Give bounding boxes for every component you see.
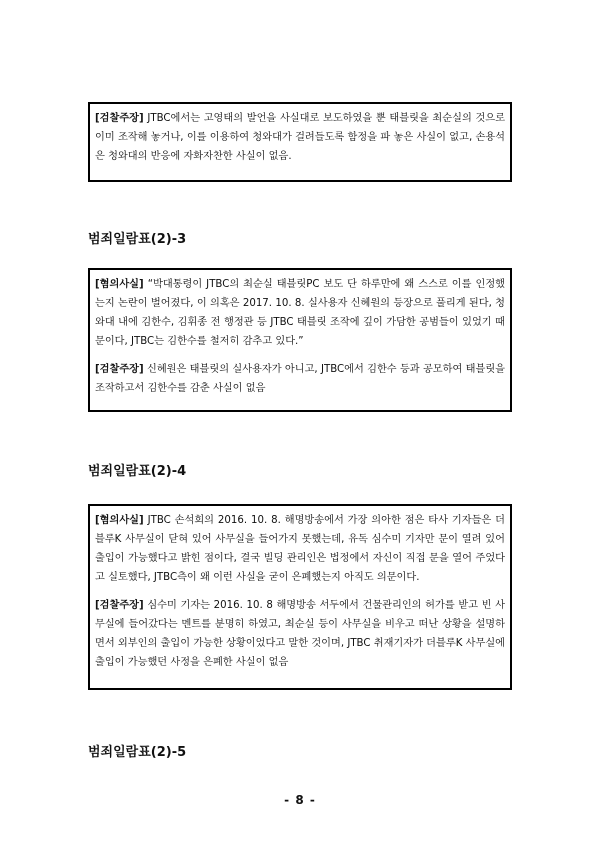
section-heading-2-4: 범죄일람표(2)-4 xyxy=(88,464,187,479)
claim-tag: [검찰주장] xyxy=(95,364,144,375)
claim-text: JTBC에서는 고영태의 발언을 사실대로 보도하였을 뿐 태블릿을 최순실의 것으로 이미 조작해 놓거나, 이를 이용하여 청와대가 걸려들도록 함정을 파 놓은 사실이 없고, 손용석은 청와대의 반응에 자화자찬한 사실이 없음. xyxy=(95,113,505,162)
alleged-fact xyxy=(95,511,505,587)
claim-box-1 xyxy=(88,102,512,182)
prosecution-claim xyxy=(95,596,505,672)
alleged-fact xyxy=(95,275,505,351)
page-number: - 8 - xyxy=(284,793,316,807)
claim-tag: [검찰주장] xyxy=(95,113,144,124)
fact-tag: [혐의사실] xyxy=(95,515,144,526)
fact-tag: [혐의사실] xyxy=(95,279,144,290)
prosecution-claim xyxy=(95,109,505,166)
claim-box-2 xyxy=(88,268,512,412)
claim-tag: [검찰주장] xyxy=(95,600,144,611)
section-heading-2-3: 범죄일람표(2)-3 xyxy=(88,232,187,247)
fact-text: “박대통령이 JTBC의 최순실 태블릿PC 보도 단 하루만에 왜 스스로 이를 인정했는지 논란이 벌어졌다, 이 의혹은 2017. 10. 8. 실사용자 신혜원의 등장으로 풀리게 된다, 청와대 내에 김한수, 김휘종 전 행정관 등 JTBC 태블릿 조작에 깊이 가담한 공범들이 있었기 때문이다, JTBC는 김한수를 철저히 감추고 있다.” xyxy=(95,279,505,347)
prosecution-claim xyxy=(95,360,505,398)
claim-box-3 xyxy=(88,504,512,690)
claim-text: 신혜원은 태블릿의 실사용자가 아니고, JTBC에서 김한수 등과 공모하여 태블릿을 조작하고서 김한수를 감춘 사실이 없음 xyxy=(95,364,505,394)
fact-text: JTBC 손석희의 2016. 10. 8. 해명방송에서 가장 의아한 점은 타사 기자들은 더블루K 사무실이 닫혀 있어 사무실을 들어가지 못했는데, 유독 심수미 기자만 문이 열려 있어 출입이 가능했다고 밝힌 점이다, 결국 빌딩 관리인은 법정에서 자신이 직접 문을 열어 주었다고 실토했다, JTBC측이 왜 이런 사실을 굳이 은폐했는지 아직도 의문이다. xyxy=(95,515,505,583)
section-heading-2-5: 범죄일람표(2)-5 xyxy=(88,745,187,760)
claim-text: 심수미 기자는 2016. 10. 8 해명방송 서두에서 건물관리인의 허가를 받고 빈 사무실에 들어갔다는 멘트를 분명히 하였고, 최순실 등이 사무실을 비우고 떠난 상황을 설명하면서 외부인의 출입이 가능한 상황이었다고 말한 것이며, JTBC 취재기자가 더블루K 사무실에 출입이 가능했던 사정을 은폐한 사실이 없음 xyxy=(95,600,505,668)
